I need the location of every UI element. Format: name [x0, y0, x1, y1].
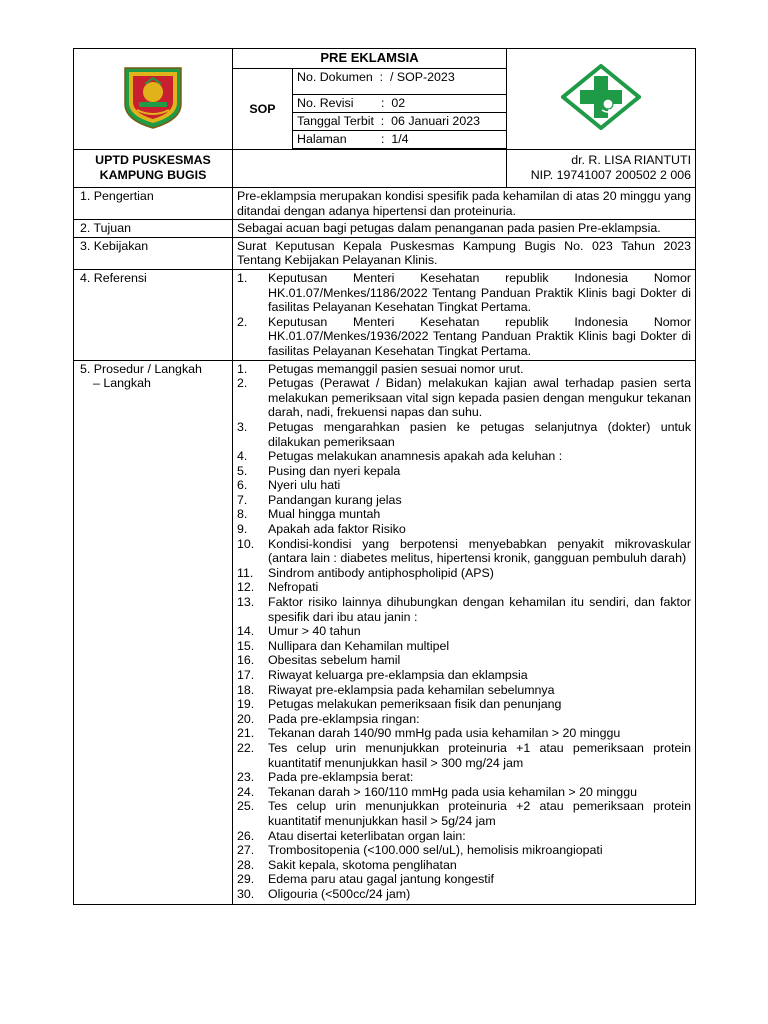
list-item-number: 4. [237, 449, 248, 464]
list-item [237, 872, 691, 887]
list-item-text: Keputusan Menteri Kesehatan republik Indonesia Nomor HK.01.07/Menkes/1186/2022 Tentang Panduan Praktik Klinis bagi Dokter di fasilitas Pelayanan Kesehatan Tingkat Pertama. [268, 270, 692, 315]
list-item [237, 726, 691, 741]
section-label-pengertian: 1. Pengertian [74, 188, 233, 220]
list-item-number: 2. [237, 314, 248, 329]
list-item [237, 522, 691, 537]
list-item-text: Petugas memanggil pasien sesuai nomor urut. [268, 361, 524, 376]
list-item-text: Atau disertai keterlibatan organ lain: [268, 828, 466, 843]
list-item-number: 3. [237, 419, 248, 434]
list-item-text: Umur > 40 tahun [268, 624, 361, 639]
list-item [237, 478, 691, 493]
list-item-number: 30. [237, 886, 255, 901]
list-item-text: Pada pre-eklampsia ringan: [268, 711, 420, 726]
list-item [237, 858, 691, 873]
puskesmas-logo-cell [507, 49, 696, 150]
list-item-number: 16. [237, 653, 255, 668]
list-item [237, 493, 691, 508]
no-dokumen: No. Dokumen : / SOP-2023 [293, 68, 507, 94]
list-item-number: 12. [237, 580, 255, 595]
list-item [237, 712, 691, 727]
regency-logo-cell [74, 49, 233, 150]
prosedur-list [237, 362, 691, 902]
list-item-text: Riwayat pre-eklampsia pada kehamilan sebelumnya [268, 682, 555, 697]
signer-block [507, 150, 696, 188]
list-item-number: 1. [237, 270, 248, 285]
list-item-text: Tekanan darah > 160/110 mmHg pada usia kehamilan > 20 minggu [268, 784, 637, 799]
list-item [237, 668, 691, 683]
tanggal-terbit: Tanggal Terbit : 06 Januari 2023 [293, 113, 507, 131]
list-item-number: 9. [237, 522, 248, 537]
halaman: Halaman : 1/4 [293, 131, 507, 149]
list-item-number: 11. [237, 565, 254, 580]
list-item-text: Riwayat keluarga pre-eklampsia dan eklampsia [268, 668, 528, 682]
list-item [237, 376, 691, 420]
section-label-kebijakan: 3. Kebijakan [74, 237, 233, 269]
list-item-text: Petugas melakukan anamnesis apakah ada keluhan : [268, 449, 563, 464]
blank-cell [233, 150, 507, 188]
section-label-tujuan: 2. Tujuan [74, 220, 233, 238]
list-item-number: 26. [237, 828, 255, 843]
list-item-number: 19. [237, 697, 255, 712]
list-item-text: Sindrom antibody antiphospholipid (APS) [268, 565, 494, 580]
section-label-prosedur [74, 360, 233, 904]
section-body-prosedur [233, 360, 696, 904]
list-item [237, 271, 691, 315]
list-item-text: Nullipara dan Kehamilan multipel [268, 638, 450, 653]
list-item [237, 315, 691, 359]
list-item-number: 5. [237, 463, 248, 478]
list-item-text: Nyeri ulu hati [268, 478, 341, 493]
list-item [237, 887, 691, 902]
list-item-number: 25. [237, 799, 255, 814]
list-item-number: 29. [237, 872, 255, 887]
list-item [237, 537, 691, 566]
list-item-text: Tes celup urin menunjukkan proteinuria +1 atau pemeriksaan protein kuantitatif menunjukkan hasil > 300 mg/24 jam [268, 740, 692, 770]
list-item-text: Tekanan darah 140/90 mmHg pada usia kehamilan > 20 minggu [268, 726, 621, 741]
list-item-text: Kondisi-kondisi yang berpotensi menyebabkan penyakit mikrovaskular (antara lain : diabetes melitus, hipertensi kronik, gangguan pembuluh darah) [268, 536, 692, 566]
list-item [237, 741, 691, 770]
signer-name: dr. R. LISA RIANTUTI [571, 153, 692, 167]
list-item-text: Apakah ada faktor Risiko [268, 522, 406, 537]
document-title: PRE EKLAMSIA [233, 49, 507, 69]
org-line-1: UPTD PUSKESMAS [95, 153, 211, 167]
list-item-text: Nefropati [268, 580, 319, 595]
list-item-text: Pandangan kurang jelas [268, 492, 402, 507]
regency-emblem-icon [119, 64, 187, 130]
list-item-number: 7. [237, 492, 248, 507]
signer-nip: NIP. 19741007 200502 2 006 [530, 167, 692, 182]
list-item-text: Sakit kepala, skotoma penglihatan [268, 857, 457, 872]
list-item [237, 566, 691, 581]
list-item-text: Faktor risiko lainnya dihubungkan dengan kehamilan itu sendiri, dan faktor spesifik dari ibu atau janin : [268, 595, 692, 624]
list-item [237, 507, 691, 522]
list-item [237, 770, 691, 785]
section-text-tujuan: Sebagai acuan bagi petugas dalam penanganan pada pasien Pre-eklampsia. [233, 220, 696, 238]
list-item-number: 2. [237, 376, 248, 391]
list-item-text: Petugas (Perawat / Bidan) melakukan kajian awal terhadap pasien serta melakukan pemeriksaan vital sign kepada pasien dengan mengukur tekanan darah, nadi, frekuensi napas dan suhu. [268, 376, 692, 420]
list-item [237, 843, 691, 858]
list-item-text: Obesitas sebelum hamil [268, 653, 401, 668]
sop-document [73, 48, 695, 905]
list-item [237, 785, 691, 800]
list-item-number: 27. [237, 843, 255, 858]
list-item-number: 14. [237, 624, 255, 639]
section-label-referensi: 4. Referensi [74, 269, 233, 360]
list-item-number: 18. [237, 682, 255, 697]
list-item-text: Keputusan Menteri Kesehatan republik Indonesia Nomor HK.01.07/Menkes/1936/2022 Tentang Panduan Praktik Klinis bagi Dokter di fasilitas Pelayanan Kesehatan Tingkat Pertama. [268, 314, 692, 358]
org-line-2: KAMPUNG BUGIS [99, 167, 207, 182]
list-item-text: Trombositopenia (<100.000 sel/uL), hemolisis mikroangiopati [268, 843, 603, 858]
list-item-number: 24. [237, 784, 255, 799]
sop-label: SOP [233, 68, 293, 149]
list-item-number: 1. [237, 361, 248, 376]
list-item-number: 17. [237, 668, 255, 682]
section-text-pengertian: Pre-eklampsia merupakan kondisi spesifik pada kehamilan di atas 20 minggu yang ditandai dengan adanya hipertensi dan proteinuria. [233, 188, 696, 220]
no-revisi: No. Revisi : 02 [293, 95, 507, 113]
list-item [237, 624, 691, 639]
list-item-text: Petugas melakukan pemeriksaan fisik dan penunjang [268, 697, 562, 712]
list-item-text: Pusing dan nyeri kepala [268, 463, 401, 478]
list-item-number: 13. [237, 595, 255, 610]
list-item-text: Pada pre-eklampsia berat: [268, 770, 414, 785]
list-item [237, 464, 691, 479]
list-item [237, 683, 691, 698]
list-item-number: 20. [237, 711, 255, 726]
list-item [237, 420, 691, 449]
list-item [237, 697, 691, 712]
list-item-number: 8. [237, 507, 248, 522]
prosedur-label-line-2: – Langkah [93, 376, 151, 391]
list-item-number: 15. [237, 638, 255, 653]
list-item-number: 22. [237, 740, 255, 755]
organization-name [74, 150, 233, 188]
list-item-number: 21. [237, 726, 255, 741]
list-item [237, 362, 691, 377]
list-item [237, 639, 691, 654]
sop-table [73, 48, 696, 905]
list-item [237, 449, 691, 464]
puskesmas-cross-icon [561, 64, 641, 130]
list-item [237, 595, 691, 624]
list-item [237, 829, 691, 844]
list-item [237, 580, 691, 595]
referensi-list [237, 271, 691, 359]
list-item-text: Mual hingga muntah [268, 507, 381, 522]
list-item-number: 6. [237, 478, 248, 493]
list-item-text: Oligouria (<500cc/24 jam) [268, 886, 411, 901]
list-item [237, 653, 691, 668]
list-item-text: Tes celup urin menunjukkan proteinuria +2 atau pemeriksaan protein kuantitatif menunjukkan hasil > 5g/24 jam [268, 799, 692, 828]
section-body-referensi [233, 269, 696, 360]
prosedur-label-line-1: 5. Prosedur / Langkah [80, 361, 202, 376]
list-item-number: 10. [237, 536, 255, 551]
list-item [237, 799, 691, 828]
list-item-text: Edema paru atau gagal jantung kongestif [268, 872, 494, 887]
section-text-kebijakan: Surat Keputusan Kepala Puskesmas Kampung Bugis No. 023 Tahun 2023 Tentang Kebijakan Pelayanan Klinis. [233, 237, 696, 269]
list-item-number: 23. [237, 770, 255, 785]
list-item-text: Petugas mengarahkan pasien ke petugas selanjutnya (dokter) untuk dilakukan pemeriksaan [268, 419, 692, 449]
list-item-number: 28. [237, 857, 255, 872]
